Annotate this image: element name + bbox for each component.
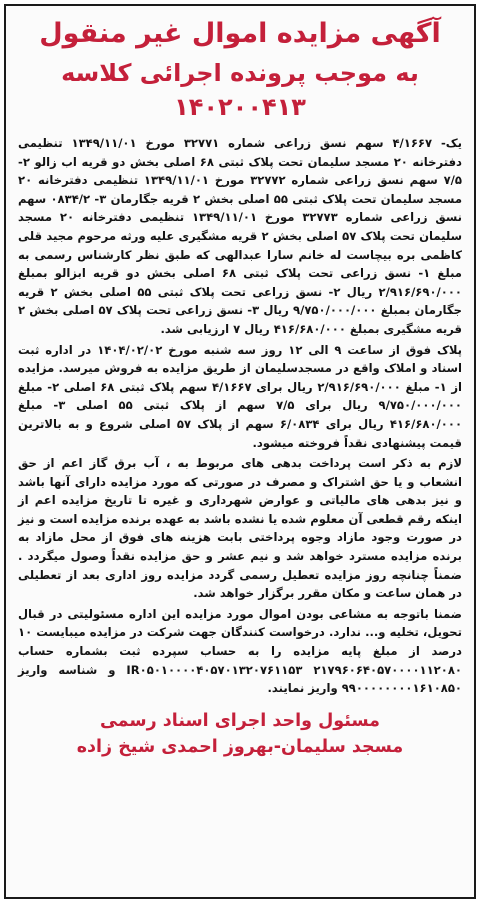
notice-title: آگهی مزایده اموال غیر منقول — [39, 18, 441, 49]
notice-page — [4, 4, 476, 899]
signature-block — [6, 708, 474, 760]
signature-title: مسئول واحد اجرای اسناد رسمی — [99, 710, 381, 731]
case-number-title: به موجب پرونده اجرائی کلاسه ۱۴۰۲۰۰۴۱۳ — [61, 59, 419, 121]
deposit-paragraph: ضمنا باتوجه به مشاعی بودن اموال مورد مزایده این اداره مسئولیتی در قبال تحویل، تخلیه و... ندارد. درخواست کنندگان جهت شرکت در مزایده میبایست ۱۰ درصد از مبلغ پایه مزایده را به حساب سپرده ثبت بشماره حساب ۲۱۷۹۶۰۶۴۰۵۷۰۰۰۰۱۱۲۰۸۰ IR۰۵۰۱۰۰۰۰۴۰۵۷۰۱۳۲۰۷۶۱۱۵۳ و شناسه واریز ۹۹۰۰۰۰۰۰۰۰۱۶۱۰۸۵۰ واریز نمایند. — [18, 606, 462, 696]
auction-time-paragraph: پلاک فوق از ساعت ۹ الی ۱۲ روز سه شنبه مورخ ۱۴۰۴/۰۲/۰۲ در اداره ثبت اسناد و املاک واقع در مسجدسلیمان از طریق مزایده به فروش میرسد. مزایده از ۱- مبلغ ۲/۹۱۶/۶۹۰/۰۰۰ ریال برای ۴/۱۶۶۷ سهم پلاک ثبتی ۶۸ اصلی ۲- مبلغ ۹/۷۵۰/۰۰۰/۰۰۰ ریال برای ۷/۵ سهم از پلاک ثبتی ۵۵ اصلی ۳- مبلغ ۴۱۶/۶۸۰/۰۰۰ ریال برای ۶/۰۸۳۴ سهم از پلاک ۵۷ اصلی شروع و به بالاترین قیمت پیشنهادی نقداً فروخته میشود. — [18, 342, 463, 450]
property-description-paragraph: یک- ۴/۱۶۶۷ سهم نسق زراعی شماره ۳۲۷۷۱ مورخ ۱۳۴۹/۱۱/۰۱ تنظیمی دفترخانه ۲۰ مسجد سلیمان تحت پلاک ثبتی ۶۸ اصلی بخش دو قریه اب زالو ۲- ۷/۵ سهم نسق زراعی شماره ۳۲۷۷۲ مورخ ۱۳۴۹/۱۱/۰۱ تنظیمی دفترخانه ۲۰ مسجد سلیمان تحت پلاک ثبتی ۵۵ اصلی بخش ۲ قریه جگارمان ۳- ۰۸۳۴/۲ سهم نسق زراعی شماره ۳۲۷۷۳ مورخ ۱۳۴۹/۱۱/۰۱ تنظیمی دفترخانه ۲۰ مسجد سلیمان تحت پلاک ۵۷ اصلی بخش ۲ قریه مشگیری علیه ورثه مرحوم مجید قلی کاظمی بره بیچاست له خانم سارا عبدالهی که طبق نظر کارشناس رسمی به مبلغ ۱- نسق زراعی تحت پلاک ثبتی ۶۸ اصلی بخش دو قریه ابزالو بمبلغ ۲/۹۱۶/۶۹۰/۰۰۰ ریال ۲- نسق زراعی تحت پلاک ثبتی ۵۵ اصلی بخش ۲ قریه جگارمان بمبلغ ۹/۷۵۰/۰۰۰/۰۰۰ ریال ۳- نسق زراعی تحت پلاک ۵۷ اصلی بخش ۲ قریه مشگیری بمبلغ ۴۱۶/۶۸۰/۰۰۰ ریال ۷ ارزیابی شد. — [18, 136, 463, 336]
conditions-paragraph: لازم به ذکر است پرداخت بدهی های مربوط به ، آب برق گاز اعم از حق انشعاب و یا حق اشتراک و مصرف در صورتی که مورد مزایده دارای آنها باشد و نیز بدهی های مالیاتی و عوارض شهرداری و غیره تا تاریخ مزایده اعم از اینکه رقم قطعی آن معلوم شده یا نشده باشد به عهده برنده مزایده است و نیز در صورت وجود مازاد وجوه پرداختی بابت هزینه های فوق از محل مازاد به برنده مزایده مسترد خواهد شد و نیم عشر و حق مزایده نقداً وصول میگردد . ضمناً چنانچه روز مزایده تعطیل رسمی گردد مزایده روز اداری بعد از تعطیلی در همان ساعت و مکان مقرر برگزار خواهد شد. — [18, 456, 462, 601]
notice-body — [18, 134, 462, 698]
signature-name: مسجد سلیمان-بهروز احمدی شیخ زاده — [76, 736, 404, 757]
